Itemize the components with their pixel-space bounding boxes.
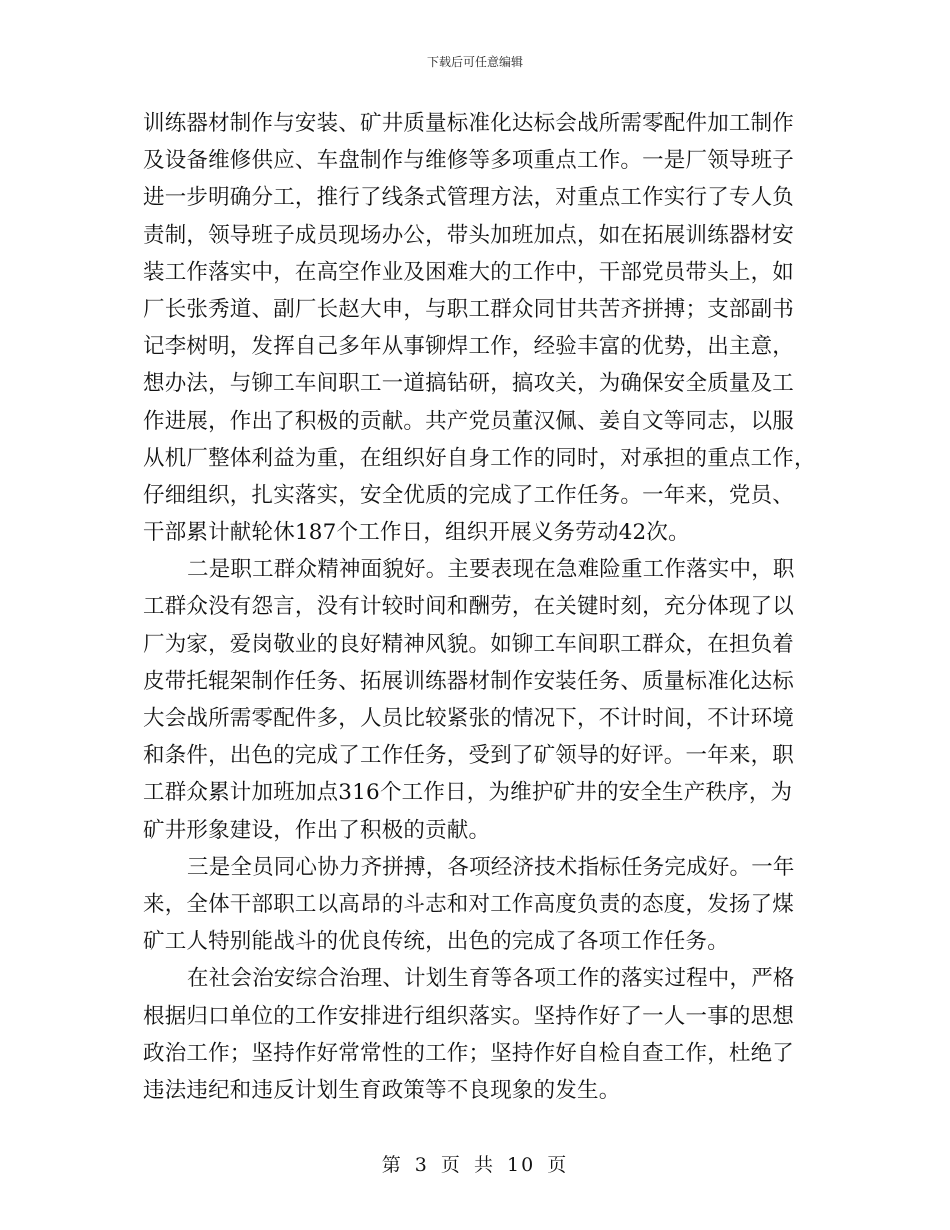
text-line: 矿工人特别能战斗的优良传统，出色的完成了各项工作任务。	[143, 929, 729, 955]
paragraph-start-line: 二是职工群众精神面貌好。主要表现在急难险重工作落实中，职	[187, 557, 795, 583]
text-line: 仔细组织，扎实落实，安全优质的完成了工作任务。一年来，党员、	[143, 482, 795, 508]
text-line: 矿井形象建设，作出了积极的贡献。	[143, 817, 491, 843]
paragraph-start-line: 在社会治安综合治理、计划生育等各项工作的落实过程中，严格	[187, 966, 795, 992]
text-line: 装工作落实中，在高空作业及困难大的工作中，干部党员带头上，如	[143, 259, 795, 285]
text-line: 大会战所需零配件多，人员比较紧张的情况下，不计时间，不计环境	[143, 706, 795, 731]
page-number-footer: 第 3 页 共 10 页	[381, 1154, 569, 1176]
text-line: 工群众累计加班加点316个工作日，为维护矿井的安全生产秩序，为	[143, 780, 793, 806]
text-line: 违法违纪和违反计划生育政策等不良现象的发生。	[143, 1077, 621, 1103]
text-line: 想办法，与铆工车间职工一道搞钻研，搞攻关，为确保安全质量及工	[143, 371, 795, 397]
text-line: 及设备维修供应、车盘制作与维修等多项重点工作。一是厂领导班子	[143, 148, 795, 174]
text-line: 从机厂整体利益为重，在组织好自身工作的同时，对承担的重点工作，	[143, 445, 816, 471]
text-line: 来，全体干部职工以高昂的斗志和对工作高度负责的态度，发扬了煤	[143, 891, 795, 917]
page-header: 下载后可任意编辑	[426, 55, 523, 69]
text-line: 厂为家，爱岗敬业的良好精神风貌。如铆工车间职工群众，在担负着	[143, 631, 795, 657]
text-line: 干部累计献轮休187个工作日，组织开展义务劳动42次。	[143, 520, 690, 546]
text-line: 进一步明确分工，推行了线条式管理方法，对重点工作实行了专人负	[143, 185, 795, 211]
text-line: 作进展，作出了积极的贡献。共产党员董汉佩、姜自文等同志，以服	[143, 408, 795, 434]
text-line: 训练器材制作与安装、矿井质量标准化达标会战所需零配件加工制作	[143, 111, 795, 136]
text-line: 工群众没有怨言，没有计较时间和酬劳，在关键时刻，充分体现了以	[143, 594, 795, 620]
text-line: 责制，领导班子成员现场办公，带头加班加点，如在拓展训练器材安	[143, 222, 795, 248]
text-line: 政治工作；坚持作好常常性的工作；坚持作好自检自查工作，杜绝了	[143, 1040, 795, 1066]
text-line: 和条件，出色的完成了工作任务，受到了矿领导的好评。一年来，职	[143, 743, 795, 769]
text-line: 根据归口单位的工作安排进行组织落实。坚持作好了一人一事的思想	[143, 1003, 795, 1029]
text-line: 厂长张秀道、副厂长赵大申，与职工群众同甘共苦齐拼搏；支部副书	[143, 296, 795, 322]
text-line: 记李树明，发挥自己多年从事铆焊工作，经验丰富的优势，出主意，	[143, 334, 795, 360]
paragraph-start-line: 三是全员同心协力齐拼搏，各项经济技术指标任务完成好。一年	[187, 854, 795, 880]
text-line: 皮带托辊架制作任务、拓展训练器材制作安装任务、质量标准化达标	[143, 668, 795, 694]
document-body	[143, 105, 816, 1109]
